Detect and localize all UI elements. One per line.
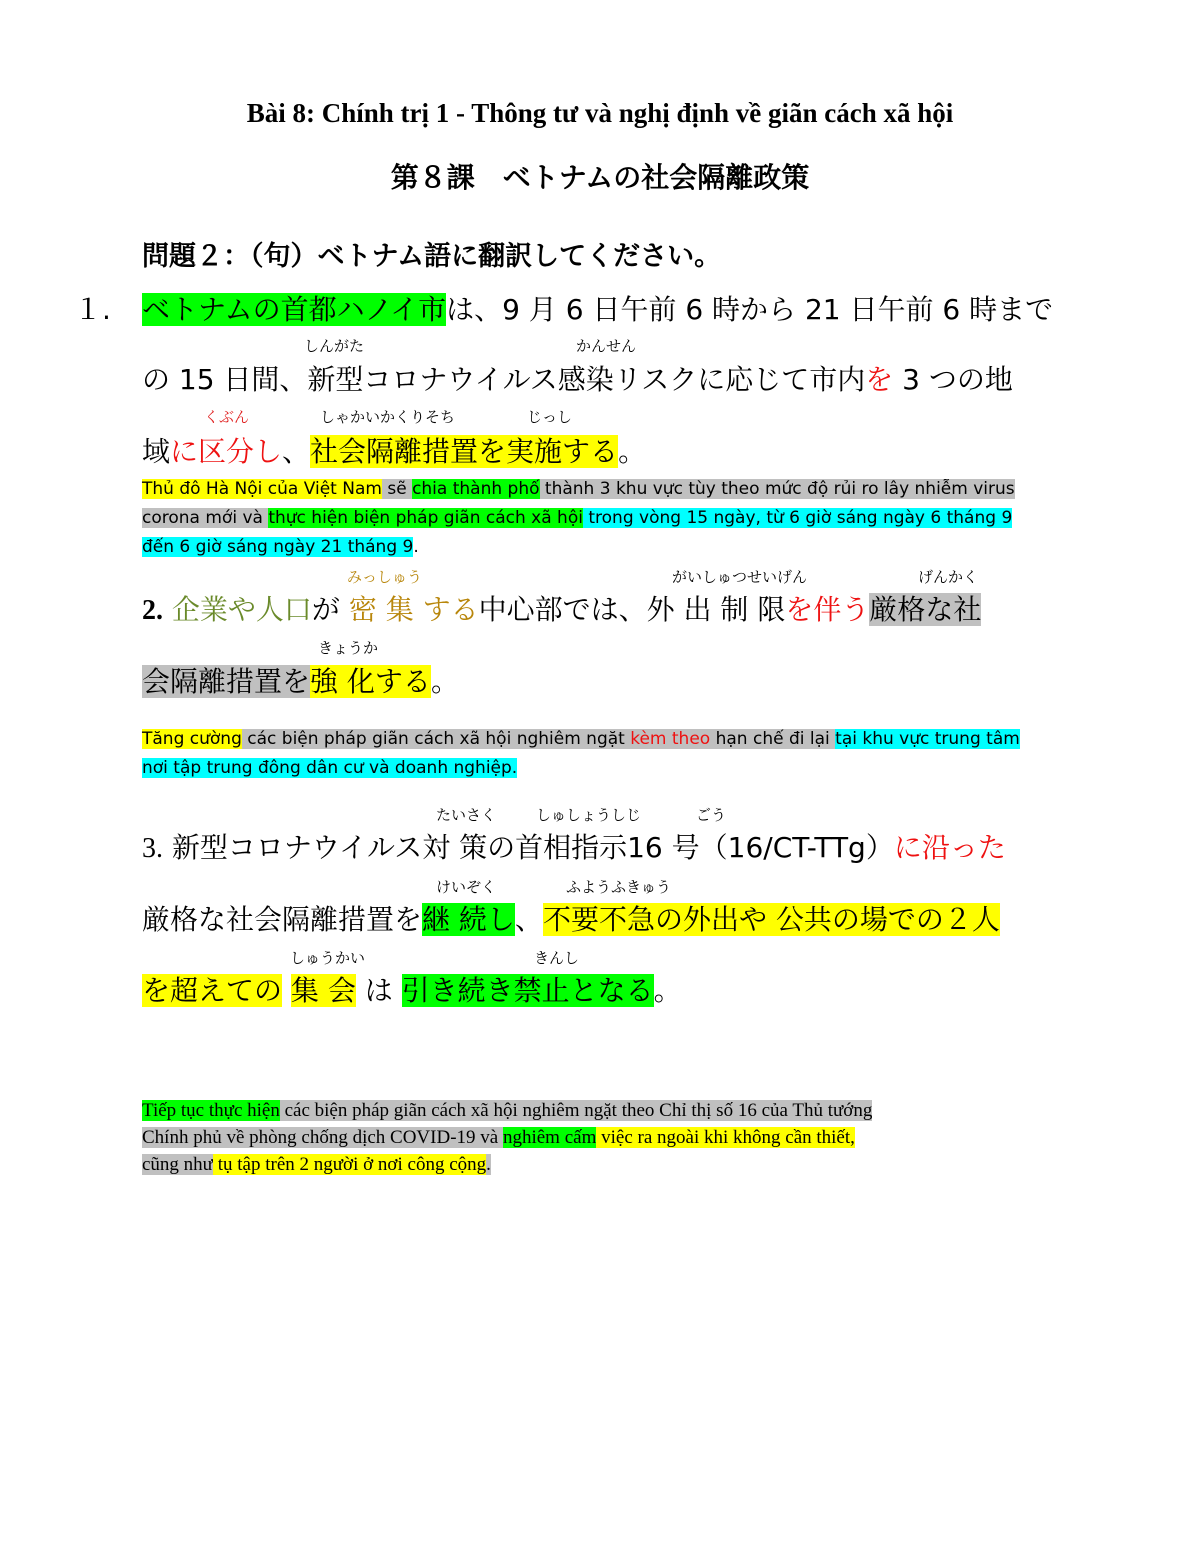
item3-jp-text: 。	[653, 974, 682, 1007]
item3-vi-line3	[142, 1151, 491, 1178]
item2-vi-strengthen: Tăng cường	[142, 729, 242, 749]
item3-furigana-shuukai: しゅうかい	[290, 949, 366, 967]
item1-vi-text: sẽ	[381, 479, 413, 499]
item2-vi-line2	[142, 755, 517, 782]
item2-jp-text: する	[374, 665, 431, 698]
item3-vi-line2	[142, 1124, 855, 1151]
item1-furigana-jisshi: じっし	[527, 408, 573, 426]
item2-vi-accompanied: kèm theo	[630, 729, 711, 749]
item2-companies-phrase: 企業や人口	[163, 593, 312, 626]
item3-vi-prohibit: nghiêm cấm	[502, 1127, 597, 1148]
item2-kyouka-phrase: 強 化	[310, 665, 375, 698]
item1-jp-line1	[142, 290, 1053, 330]
item1-jp-text: は、9 月 6 日午前 6 時から 21 日午前 6 時まで	[446, 293, 1054, 326]
item3-furigana-taisaku: たいさく	[436, 806, 497, 824]
item1-jp-text: の 15 日間、新型コロナウイルス感染リスクに応じて市内	[142, 363, 866, 396]
item1-vi-period: trong vòng 15 ngày, từ 6 giờ sáng ngày 6 tháng 9	[582, 508, 1013, 528]
item3-furigana-shushoushiji: しゅしょうしじ	[536, 806, 642, 824]
item2-jp-line2	[142, 662, 459, 702]
item3-furigana-gou: ごう	[696, 806, 727, 824]
item3-jp-text: 新型コロナウイルス対 策の首相指示16 号（16/CT-TTg）	[163, 831, 894, 864]
item3-vi-text: và	[475, 1127, 503, 1148]
item3-vi-text: .	[486, 1154, 491, 1175]
item1-furigana-shingata: しんがた	[304, 337, 365, 355]
item2-vi-text: hạn chế đi lại	[710, 729, 836, 749]
item3-jp-text	[282, 974, 291, 1007]
item2-jp-text: 中心部では、外 出 制 限	[478, 593, 786, 626]
item1-hanoi-phrase: ベトナムの首都ハノイ市	[142, 293, 447, 326]
item1-vi-capital: Thủ đô Hà Nội của Việt Nam	[142, 479, 382, 499]
item2-furigana-genkaku: げんかく	[918, 568, 979, 586]
item1-jp-text: 。	[618, 435, 647, 468]
item1-vi-text: .	[413, 537, 419, 557]
item2-jp-text: 会隔離措置を	[142, 665, 311, 698]
item2-jp-text: が	[311, 593, 349, 626]
title-vietnamese: Bài 8: Chính trị 1 - Thông tư và nghị định về giãn cách xã hội	[246, 98, 954, 128]
item2-number: 2.	[142, 595, 163, 626]
item3-sotta-phrase: に沿った	[893, 831, 1006, 864]
item3-keizoku-phrase: 継 続し	[422, 903, 515, 936]
item1-vi-text: thành 3 khu vực tùy theo mức độ rủi ro lây nhiễm virus	[539, 479, 1015, 499]
item2-jp-line1	[142, 590, 981, 631]
item3-vi-going-out: việc ra ngoài khi không cần thiết,	[596, 1127, 855, 1148]
item1-kubun-phrase: に区分し	[170, 435, 283, 468]
item1-furigana-shakaikakurisochi: しゃかいかくりそち	[320, 408, 456, 426]
item3-jp-text: 厳格な社会隔離措置を	[142, 903, 423, 936]
item1-vi-period: đến 6 giờ sáng ngày 21 tháng 9	[142, 537, 414, 557]
item1-vi-line2	[142, 505, 1012, 532]
item3-jp-text: は	[355, 974, 402, 1007]
item1-vi-text: và	[237, 508, 269, 528]
item3-furigana-kinshi: きんし	[534, 949, 580, 967]
item1-furigana-kansen: かんせん	[576, 337, 637, 355]
item2-vi-line1	[142, 726, 1020, 753]
item3-jp-line2	[142, 900, 1000, 940]
item3-vi-gathering: tụ tập trên 2 người ở nơi công cộng	[212, 1154, 487, 1175]
item1-furigana-kubun: くぶん	[204, 408, 250, 426]
item1-vi-text: corona mới	[142, 508, 238, 528]
item3-vi-text: cũng như	[142, 1154, 213, 1175]
title-japanese: 第８課 ベトナムの社会隔離政策	[390, 163, 810, 194]
item2-tomonau-phrase: を伴う	[785, 593, 870, 626]
item1-particle-wo: を	[865, 363, 894, 396]
item1-vi-line3	[142, 534, 419, 561]
item1-number: １.	[74, 293, 111, 326]
item2-genkaku-phrase: 厳格	[869, 593, 926, 626]
item3-vi-line1	[142, 1097, 872, 1124]
item3-fuyoufukyuu-phrase: 不要不急の外出や 公共の場での２人	[542, 903, 1000, 936]
item1-jp-text: 域	[142, 435, 171, 468]
item2-vi-center: nơi tập trung đông dân cư và doanh nghiệp.	[142, 758, 518, 778]
item2-jp-text: 。	[430, 665, 459, 698]
item2-vi-center: tại khu vực trung tâm	[835, 729, 1020, 749]
item3-jp-line1	[142, 828, 1006, 869]
item2-furigana-kyouka: きょうか	[318, 639, 379, 657]
item3-vi-continue: Tiếp tục thực hiện	[142, 1100, 280, 1121]
item3-vi-text: Chính phủ về phòng chống dịch COVID-19	[142, 1127, 476, 1148]
item3-jp-text: を超えての	[142, 974, 283, 1007]
item1-jp-line3	[142, 432, 646, 472]
item1-jp-line2	[142, 360, 1013, 400]
item2-furigana-gaishutsuseigen: がいしゅつせいげん	[672, 568, 808, 586]
item1-vi-line1	[142, 476, 1015, 503]
item3-jp-line3	[142, 971, 682, 1011]
item1-jp-text: 3 つの地	[893, 363, 1013, 396]
item3-furigana-keizoku: けいぞく	[436, 878, 497, 896]
item1-jisshi-phrase: 社会隔離措置を実施する	[310, 435, 619, 468]
item2-vi-text: các biện pháp giãn cách xã hội nghiêm ngặt	[241, 729, 631, 749]
item3-shuukai-phrase: 集 会	[290, 974, 356, 1007]
item3-jp-text: 、	[514, 903, 543, 936]
item1-vi-implement: thực hiện biện pháp giãn cách xã hội	[268, 508, 583, 528]
item3-kinshi-phrase: 引き続き禁止となる	[401, 974, 654, 1007]
item2-misshuu-phrase: 密 集 する	[348, 593, 479, 626]
item1-vi-divide: chia thành phố	[412, 479, 540, 499]
item3-vi-text: các biện pháp giãn cách xã hội nghiêm ngặt theo Chỉ thị số 16 của Thủ tướng	[279, 1100, 873, 1121]
item2-jp-text: な社	[925, 593, 982, 626]
item1-jp-text: 、	[282, 435, 311, 468]
item3-number: 3.	[142, 833, 163, 864]
item2-furigana-misshuu: みっしゅう	[347, 568, 423, 586]
instruction-heading: 問題２：（句）ベトナム語に翻訳してください。	[142, 241, 722, 272]
item3-furigana-fuyoufukyuu: ふようふきゅう	[566, 878, 672, 896]
